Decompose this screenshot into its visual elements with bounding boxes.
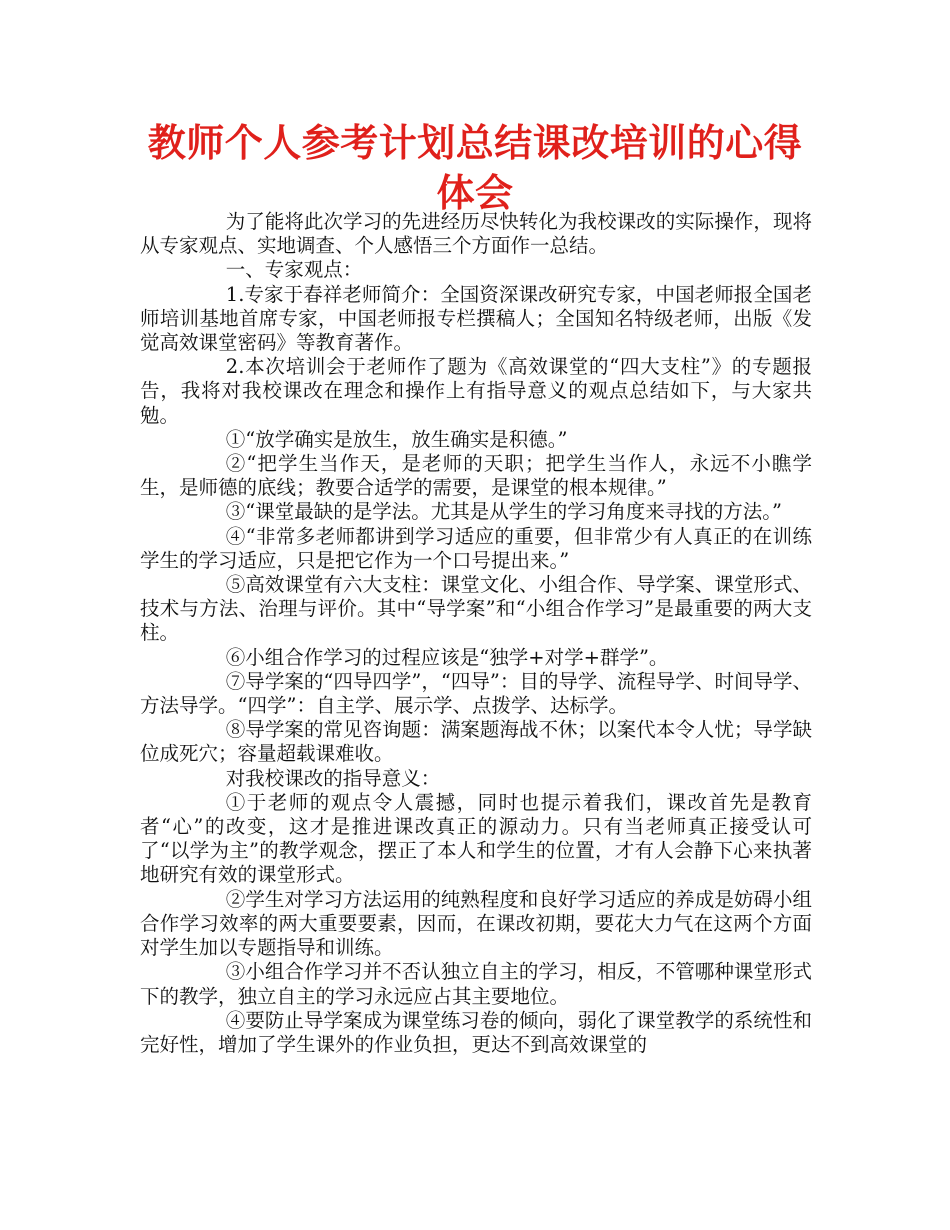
guidance-item-1: ①于老师的观点令人震撼，同时也提示着我们，课改首先是教育者“心”的改变，这才是推进课改真正的源动力。只有当老师真正接受认可了“以学为主”的教学观念，摆正了本人和学生的位置，才有人会静下心来执著地研究有效的课堂形式。: [140, 790, 812, 887]
document-title: 教师个人参考计划总结课改培训的心得体会: [147, 121, 803, 215]
guidance-item-3: ③小组合作学习并不否认独立自主的学习，相反，不管哪种课堂形式下的教学，独立自主的学习永远应占其主要地位。: [140, 960, 812, 1008]
section-heading-expert-views: 一、专家观点：: [225, 258, 363, 282]
point-item-7: ⑦导学案的“四导四学”，“四导”：目的导学、流程导学、时间导学、方法导学。“四学”：自主学、展示学、点拨学、达标学。: [140, 669, 812, 718]
quote-item-4: ④“非常多老师都讲到学习适应的重要，但非常少有人真正的在训练学生的学习适应，只是把它作为一个口号提出来。”: [140, 524, 812, 572]
quote-item-1: ①“放学确实是放生，放生确实是积德。”: [225, 427, 568, 451]
paragraph-intro: 为了能将此次学习的先进经历尽快转化为我校课改的实际操作，现将从专家观点、实地调查、个人感悟三个方面作一总结。: [140, 210, 812, 258]
document-body: [140, 210, 812, 1057]
quote-item-2: ②“把学生当作天，是老师的天职；把学生当作人，永远不小瞧学生，是师德的底线；教要合适学的需要，是课堂的根本规律。”: [140, 452, 812, 500]
point-item-8: ⑧导学案的常见咨询题：满案题海战不休；以案代本令人忧；导学缺位成死穴；容量超载课难收。: [140, 718, 812, 766]
point-item-6: ⑥小组合作学习的过程应该是“独学+对学+群学”。: [225, 645, 669, 669]
section-heading-guidance: 对我校课改的指导意义：: [225, 766, 441, 790]
paragraph-report-summary: 2.本次培训会于老师作了题为《高效课堂的“四大支柱”》的专题报告，我将对我校课改在理念和操作上有指导意义的观点总结如下，与大家共勉。: [140, 355, 812, 427]
paragraph-expert-bio: 1.专家于春祥老师简介：全国资深课改研究专家，中国老师报全国老师培训基地首席专家，中国老师报专栏撰稿人；全国知名特级老师，出版《发觉高效课堂密码》等教育著作。: [140, 282, 812, 355]
guidance-item-4: ④要防止导学案成为课堂练习卷的倾向，弱化了课堂教学的系统性和完好性，增加了学生课外的作业负担，更达不到高效课堂的: [140, 1008, 812, 1056]
quote-item-3: ③“课堂最缺的是学法。尤其是从学生的学习角度来寻找的方法。”: [225, 500, 782, 524]
guidance-item-2: ②学生对学习方法运用的纯熟程度和良好学习适应的养成是妨碍小组合作学习效率的两大重要要素，因而，在课改初期，要花大力气在这两个方面对学生加以专题指导和训练。: [140, 887, 812, 960]
point-item-5: ⑤高效课堂有六大支柱：课堂文化、小组合作、导学案、课堂形式、技术与方法、治理与评价。其中“导学案”和“小组合作学习”是最重要的两大支柱。: [140, 573, 812, 645]
